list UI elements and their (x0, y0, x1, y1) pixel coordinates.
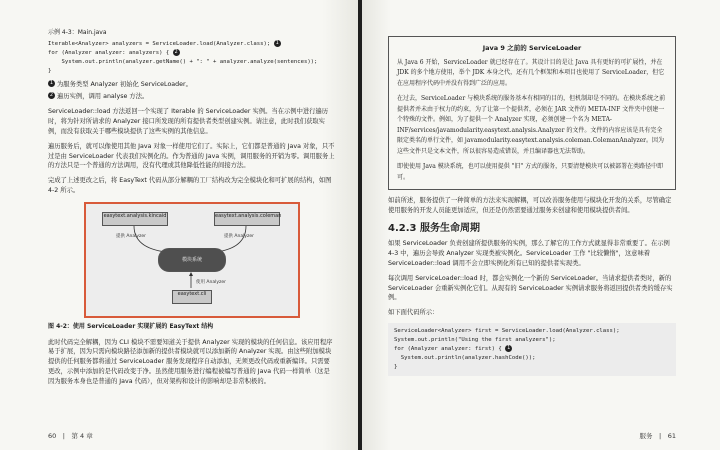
section-heading: 4.2.3 服务生命周期 (388, 222, 480, 234)
module-system-box: 模块系统 (158, 248, 226, 272)
paragraph: 完成了上述更改之后，将 EasyText 代码从部分解耦的工厂结构改为完全模块化和可扩展的结构，如图 4-2 所示。 (48, 177, 332, 194)
chapter-label: 第 4 章 (71, 432, 93, 441)
sidebar-paragraph: 在过去，ServiceLoader 与模块系统的服务基本有相同的目的，但机制却是不同的。在模块系统之前提供者并未由于权力的约束，为了让第一个提供者，必须在 JAR 文件的 META-INF 文件夹中创建一个特殊的文件。例如，为了提供一个 Analyzer 实现，必须创建一个名为 META-INF/services/javamodularity.easytext.analysis.Analyzer 的文件。文件的内容应该是具有完全限定类名的单行文件，如 javamodularity.easytext.analysis.coleman.ColemanAnalyzer。因为这些文件只是文本文件，所以很容易造成错误，并且编译器也无法帮助。 (397, 95, 666, 155)
sidebar-paragraph: 从 Java 6 开始，ServiceLoader 就已经存在了。其设计目的是让 Java 具有更好的可扩展性，并在 JDK 的多个地方使用，举个 JDK 本身之代，还有几个框架和本项目也使用了 ServiceLoader，但它在应用程序代码中并没有得到广泛的应用。 (397, 58, 665, 87)
sidebar-box (388, 36, 676, 190)
arrow-label: 提供 Analyzer (116, 233, 147, 239)
sidebar-title: Java 9 之前的 ServiceLoader (482, 44, 582, 52)
page-number: 61 (667, 432, 676, 441)
paragraph: 如下面代码所示： (388, 309, 439, 317)
page-number: 60 (48, 432, 57, 441)
code-line: ServiceLoader<Analyzer> first = ServiceLoader.load(Analyzer.class); (394, 327, 620, 334)
code-line: for (Analyzer analyzer: analyzers) { 2 (48, 48, 178, 56)
section-label: 服务 (639, 432, 653, 441)
sidebar-paragraph: 即使使用 Java 模块系统，也可以使用提供 "旧" 方式的服务，只要清楚模块可以被部署在类路径中即可。 (397, 163, 664, 181)
code-line: System.out.println(analyzer.hashCode()); (394, 354, 536, 361)
figure-caption: 图 4-2：使用 ServiceLoader 实现扩展的 EasyText 结构 (48, 322, 214, 330)
paragraph: 如前所述，服务提供了一种简单的方法来实现解耦，可以改善服务使用与模块化开发的关系，尽管确定使用服务的开发人员能更加适应，但还是仍然需要通过服务来创建和使用模块提供者间。 (388, 197, 672, 214)
code-listing (48, 40, 336, 76)
right-page (362, 0, 720, 450)
left-page (0, 0, 358, 450)
paragraph: 遍历服务后，就可以像使用其他 Java 对象一样使用它们了。实际上，它们都是普通的 Java 对象，只不过是由 ServiceLoader 代表我们实例化的。作为普通的 Java 实例，调用服务的开销为零。调用服务上的方法只是一个普通的方法调用，没有代理或其他降低性能的间接方法。 (48, 142, 335, 170)
paragraph: 如果 ServiceLoader 负责创建所提供服务的实例，那么了解它的工作方式就显得非常重要了。在示例 4-3 中，遍历会导致 Analyzer 实现类被实例化。ServiceLoader 工作 "比较懒惰"，这意味着 ServiceLoader::load 调用不会立即实例化所有已知的提供者实现类。 (388, 240, 670, 267)
code-line: for (Analyzer analyzer: first) { 1 (394, 344, 511, 352)
page-footer: 服务 | 61 (639, 432, 676, 441)
callout-1-icon: 1 (275, 39, 279, 46)
callout-1-icon: 1 (49, 80, 54, 87)
code-line: } (48, 67, 52, 74)
note-1: 1 为服务类型 Analyzer 初始化 ServiceLoader。 (49, 80, 192, 88)
module-box-kincaid: easytext.analysis.kincaid (102, 212, 168, 226)
code-line: Iterable<Analyzer> analyzers = ServiceLoader.load(Analyzer.class); 1 (48, 39, 279, 47)
code-caption: 示例 4-3：Main.java (48, 29, 107, 36)
page-footer: 60 | 第 4 章 (48, 432, 93, 441)
code-listing (388, 323, 676, 376)
arrow-label: 提供 Analyzer (224, 233, 255, 239)
callout-2-icon: 2 (49, 92, 54, 99)
callout-1-icon: 1 (507, 344, 511, 351)
module-box-coleman: easytext.analysis.coleman (214, 212, 280, 226)
callout-2-icon: 2 (174, 48, 178, 55)
paragraph: ServiceLoader::load 方法返回一个实现了 Iterable 的 ServiceLoader 实例。当在示例中进行遍历时，将为针对所请求的 Analyzer 接口所发现的所有提供者类型创建实例。请注意，此时我们获取实例，而没有获取关于哪些模块提供了这些实例的其他信息。 (48, 108, 329, 135)
code-line: } (394, 363, 398, 370)
module-box-cli: easytext.cli (172, 290, 212, 304)
paragraph: 每次调用 ServiceLoader::load 时，都会实例化一个新的 ServiceLoader。当请求提供者类时，新的 ServiceLoader 会重新实例化它们。从现有的 ServiceLoader 实例请求服务将返回提供者类的缓存实例。 (388, 274, 673, 302)
code-line: System.out.println(analyzer.getName() + ": " + analyzer.analyze(sentences)); (48, 58, 318, 65)
code-line: System.out.println("Using the first analyzers"); (394, 336, 556, 343)
arrow-label: 使用 Analyzer (196, 279, 227, 285)
paragraph: 此时代码完全解耦，因为 CLI 模块不需要知道关于提供 Analyzer 实现的模块的任何信息。该应用程序易于扩展，因为只需向模块路径添加新的提供者模块就可以添加新的 Analyzer 实现。由这些附加模块提供的任何服务都将通过 ServiceLoader 服务发现程序自动添加，无须更改代码或重新编译。只需要更改，示例中添加的是代码改变于净。虽然使用服务进行编程被编写普通的 Java 代码一样简单（这是因为服务本身也是普通的 Java 代码），但对架构和设计的影响却是非常积极的。 (48, 338, 333, 385)
note-2: 2 遍历实例，调用 analyse 方法。 (49, 92, 149, 100)
architecture-figure (84, 202, 300, 318)
